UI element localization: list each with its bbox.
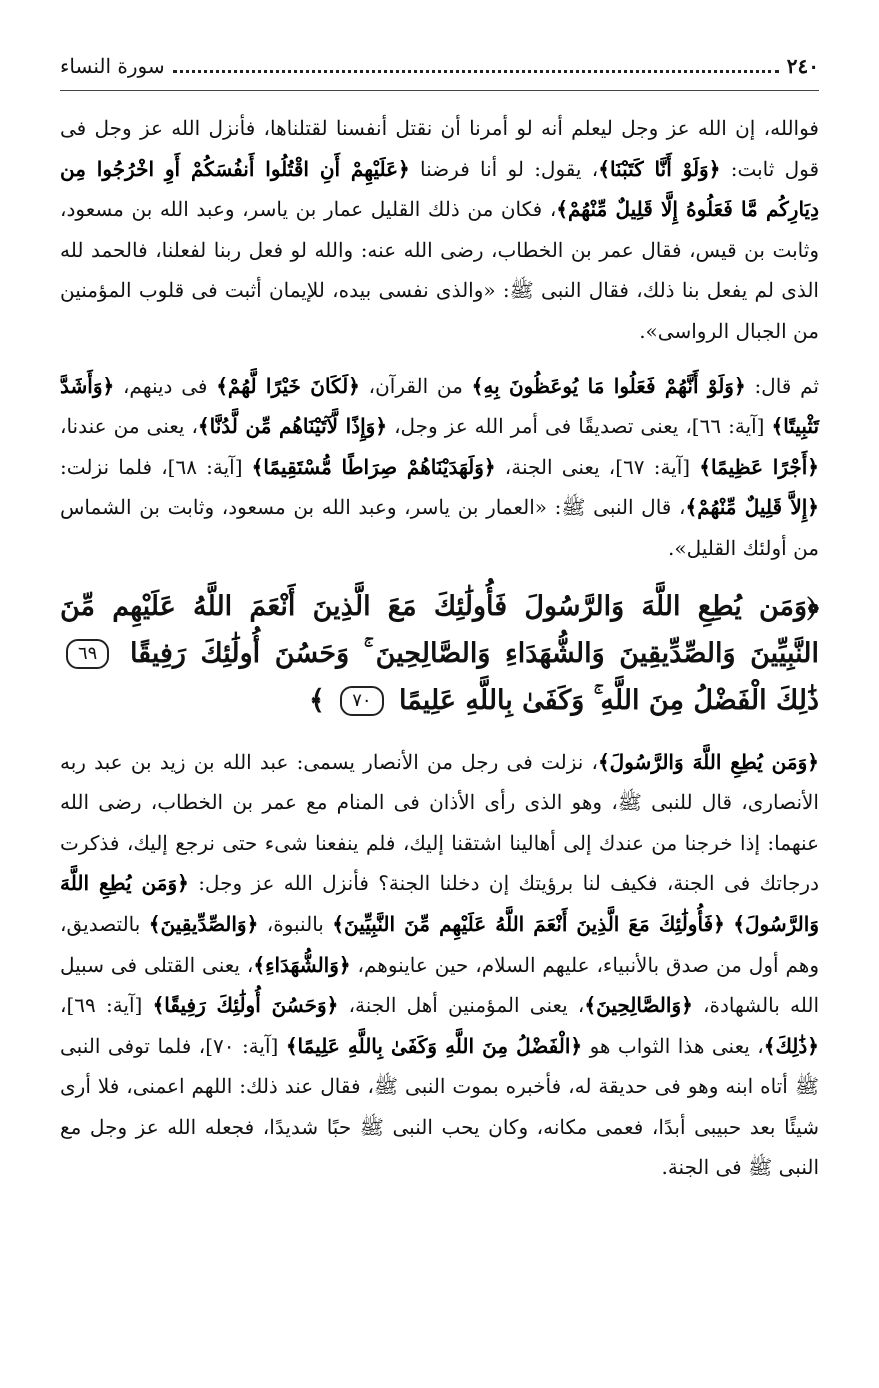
verse-text-70: ذَٰلِكَ الْفَضْلُ مِنَ اللَّهِ ۚ وَكَفَىٰ بِاللَّهِ عَلِيمًا	[398, 684, 819, 716]
quran-quote: ﴿أَجْرًا عَظِيمًا﴾	[699, 454, 819, 479]
verse-block	[60, 583, 819, 724]
text-run: [آية: ٧٠]، فلما توفى النبى ﷺ أتاه ابنه وهو فى حديقة له، فأخبره بموت النبى ﷺ، فقال عند ذلك: اللهم اعمنى، فلا أرى شيئًا بعد حبيبى أبدًا، فعمى مكانه، وكان يحب النبى ﷺ حبًا شديدًا، فجعله الله عز وجل مع النبى ﷺ فى الجنة.	[60, 1033, 819, 1180]
text-run: فى دينهم،	[114, 373, 217, 398]
text-run: ، يعنى القتلى فى سبيل الله بالشهادة،	[60, 952, 819, 1018]
text-run: [آية: ٦٦]، يعنى تصديقًا فى أمر الله عز وجل،	[387, 414, 772, 439]
quran-quote: ﴿وَأَشَدَّ تَثْبِيتًا﴾	[60, 373, 820, 439]
quran-quote: ﴿الْفَضْلُ مِنَ اللَّهِ وَكَفَىٰ بِاللَّهِ عَلِيمًا﴾	[285, 1033, 583, 1058]
quran-quote: ﴿وَمَن يُطِعِ اللَّهَ وَالرَّسُولَ﴾	[60, 871, 819, 936]
text-run: من القرآن،	[359, 373, 472, 398]
quran-quote: ﴿ذَٰلِكَ﴾	[763, 1033, 820, 1058]
text-run: فوالله، إن الله عز وجل ليعلم أنه لو أمرنا أن نقتل أنفسنا لقتلناها، فأنزل الله عز وجل فى قول ثابت:	[60, 116, 819, 181]
text-run: [آية: ٦٧]، يعنى الجنة،	[495, 454, 700, 479]
paragraph-3	[60, 742, 819, 1189]
verse-close-bracket: ﴾	[308, 684, 325, 716]
text-run: ، يعنى من عندنا،	[60, 414, 198, 439]
ayah-number-70: ٧٠	[340, 686, 383, 716]
quran-quote: ﴿وَحَسُنَ أُولَٰئِكَ رَفِيقًا﴾	[152, 993, 339, 1018]
text-run: ، يعنى المؤمنين أهل الجنة،	[338, 993, 585, 1018]
quran-quote: ﴿إِلاَّ قَلِيلٌ مِّنْهُمْ﴾	[685, 495, 819, 520]
text-run: ، يعنى هذا الثواب هو	[582, 1033, 764, 1058]
header-dot-leader	[173, 60, 779, 73]
page-number: ٢٤٠	[786, 54, 819, 78]
text-run: [آية: ٦٩]،	[60, 993, 153, 1018]
quran-quote: ﴿وَلَهَدَيْنَاهُمْ صِرَاطًا مُّسْتَقِيمًا﴾	[251, 454, 496, 479]
page-body	[60, 108, 819, 1202]
running-header	[60, 54, 819, 78]
verse-text-69: ﴿وَمَن يُطِعِ اللَّهَ وَالرَّسُولَ فَأُولَٰئِكَ مَعَ الَّذِينَ أَنْعَمَ اللَّهُ عَلَيْهِم مِّنَ النَّبِيِّينَ وَالصِّدِّيقِينَ وَالشُّهَدَاءِ وَالصَّالِحِينَ ۚ وَحَسُنَ أُولَٰئِكَ رَفِيقًا	[60, 590, 819, 669]
quran-quote: ﴿فَأُولَٰئِكَ مَعَ الَّذِينَ أَنْعَمَ اللَّهُ عَلَيْهِم مِّنَ النَّبِيِّينَ﴾	[332, 911, 725, 936]
paragraph-1	[60, 108, 819, 352]
text-run: ثم قال:	[745, 373, 820, 398]
ayah-number-69: ٦٩	[66, 639, 109, 669]
quran-quote: ﴿وَلَوْ أَنَّا كَتَبْنَا﴾	[598, 156, 721, 181]
text-run: [آية: ٦٨]، فلما نزلت:	[60, 454, 252, 479]
text-run: بالنبوة،	[258, 911, 333, 936]
text-run: بالتصديق، وهم أول من صدق بالأنبياء، عليهم السلام، حين عاينوهم،	[60, 911, 819, 977]
quran-quote: ﴿وَالصِّدِّيقِينَ﴾	[148, 911, 259, 936]
quran-quote: ﴿وَإِذًا لَّآتَيْنَاهُم مِّن لَّدُنَّا﴾	[197, 414, 388, 439]
quran-quote: ﴿وَلَوْ أَنَّهُمْ فَعَلُوا مَا يُوعَظُونَ بِهِ﴾	[471, 373, 746, 398]
quran-quote: ﴿وَالشُّهَدَاءِ﴾	[253, 952, 351, 977]
text-run: ، فكان من ذلك القليل عمار بن ياسر، وعبد الله بن مسعود، وثابت بن قيس، فقال عمر بن الخطاب، رضى الله عنه: والله لو فعل ربنا لفعلنا، فالحمد لله الذى لم يفعل بنا ذلك، فقال النبى ﷺ: «والذى نفسى بيده، للإيمان أثبت فى قلوب المؤمنين من الجبال الرواسى».	[60, 197, 819, 343]
text-run: ، قال النبى ﷺ: «العمار بن ياسر، وعبد الله بن مسعود، وثابت بن الشماس من أولئك القليل».	[60, 495, 819, 560]
surah-title: سورة النساء	[60, 54, 165, 78]
quran-quote: ﴿عَلَيْهِمْ أَنِ اقْتُلُوا أَنفُسَكُمْ أَوِ اخْرُجُوا مِن دِيَارِكُم مَّا فَعَلُوهُ إِلَّا قَلِيلٌ مِّنْهُمْ﴾	[60, 156, 820, 222]
quran-quote: ﴿وَالصَّالِحِينَ﴾	[584, 993, 693, 1018]
text-run: ، نزلت فى رجل من الأنصار يسمى: عبد الله بن زيد بن عبد ربه الأنصارى، قال للنبى ﷺ، وهو الذى رأى الأذان فى المنام مع عمر بن الخطاب، رضى الله عنهما: إذا خرجنا من عندك إلى أهالينا اشتقنا إليك، فلم ينفعنا شىء حتى نرجع إليك، فذكرت درجاتك فى الجنة، فكيف لنا برؤيتك إن دخلنا الجنة؟ فأنزل الله عز وجل:	[60, 749, 819, 896]
quran-quote: ﴿لَكَانَ خَيْرًا لَّهُمْ﴾	[216, 373, 360, 398]
text-run: ، يقول: لو أنا فرضنا	[409, 156, 599, 181]
header-rule	[60, 90, 819, 91]
paragraph-2	[60, 366, 819, 569]
quran-quote: ﴿وَمَن يُطِعِ اللَّهَ وَالرَّسُولَ﴾	[597, 749, 819, 774]
